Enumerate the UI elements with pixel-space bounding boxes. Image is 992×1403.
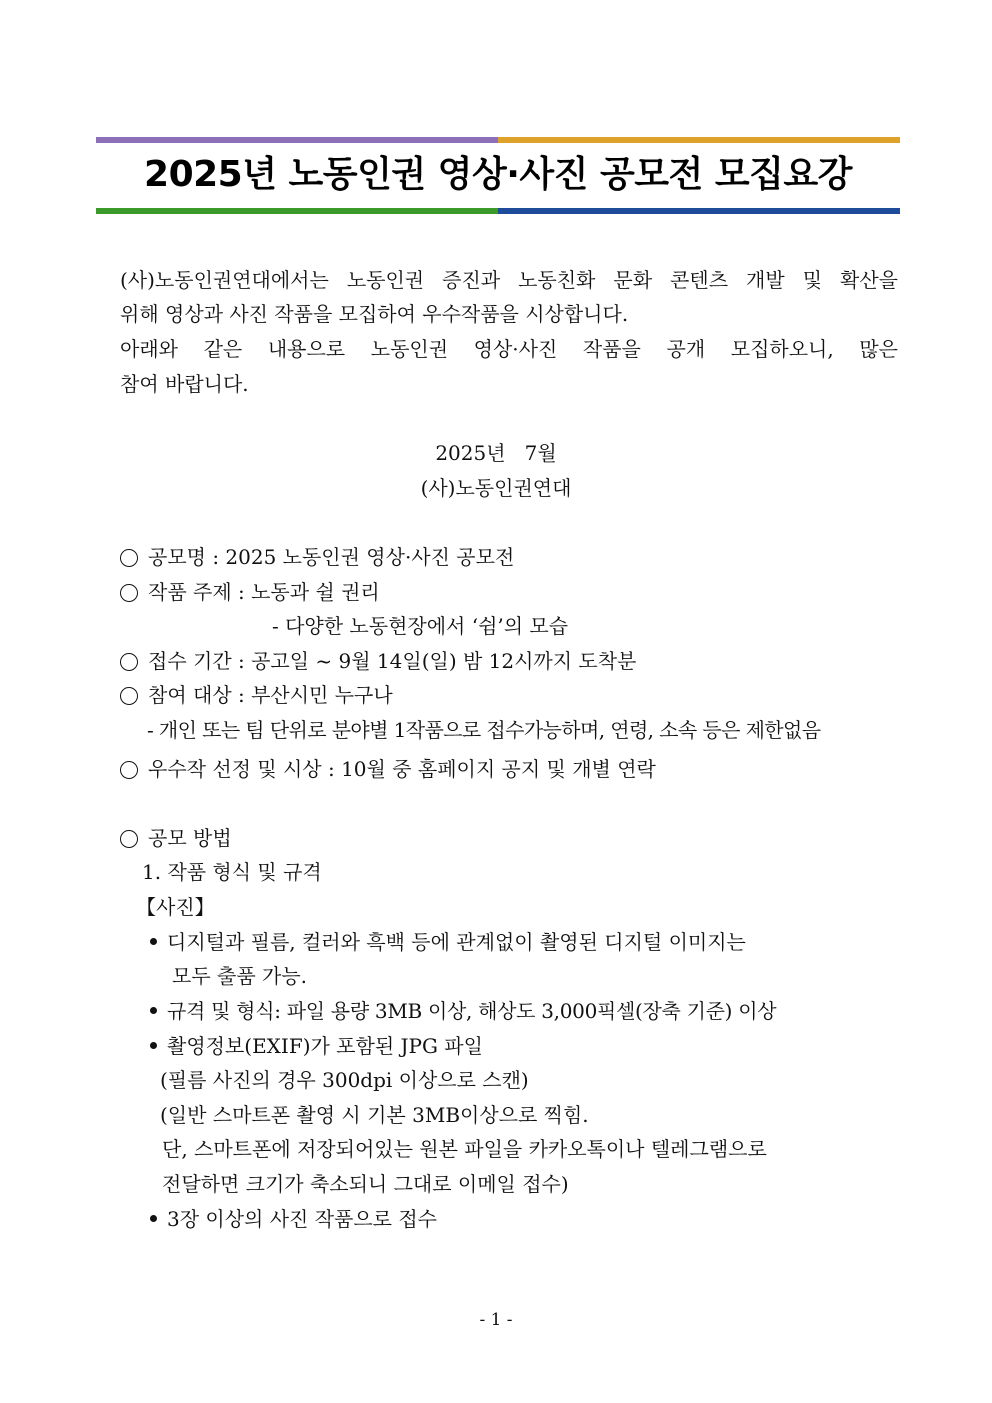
page-title: 2025년 노동인권 영상·사진 공모전 모집요강 [144,154,852,195]
title-bottom-rule-right [498,208,900,214]
intro-line-2: 위해 영상과 사진 작품을 모집하여 우수작품을 시상합니다. [120,302,629,326]
photo-note-4: 전달하면 크기가 축소되니 그대로 이메일 접수) [162,1172,569,1196]
photo-bullet-4-text: 3장 이상의 사진 작품으로 접수 [167,1207,437,1231]
photo-note-2: (일반 스마트폰 촬영 시 기본 3MB이상으로 찍힘. [160,1103,589,1127]
photo-bullet-2-text: 규격 및 형식: 파일 용량 3MB 이상, 해상도 3,000픽셀(장축 기준) 이상 [167,999,777,1023]
photo-section-label: 【사진】 [136,895,215,919]
item-method [120,824,232,852]
photo-note-3: 단, 스마트폰에 저장되어있는 원본 파일을 카카오톡이나 텔레그램으로 [162,1137,767,1161]
photo-bullet-3-text: 촬영정보(EXIF)가 포함된 JPG 파일 [167,1034,483,1058]
item-award-text: 우수작 선정 및 시상 : 10월 중 홈페이지 공지 및 개별 연락 [148,757,656,781]
organization-name: (사)노동인권연대 [420,476,572,500]
item-target-text: 참여 대상 : 부산시민 누구나 [148,683,393,707]
item-theme [120,578,380,606]
circle-bullet-icon [120,584,138,602]
photo-note-1: (필름 사진의 경우 300dpi 이상으로 스캔) [160,1068,529,1092]
item-theme-text: 작품 주제 : 노동과 쉴 권리 [148,580,380,604]
photo-bullet-2 [150,997,776,1025]
title-bottom-rule [96,208,900,214]
title-top-rule-left [96,137,498,143]
circle-bullet-icon [120,761,138,779]
item-period [120,647,636,675]
title-top-rule [96,137,900,143]
photo-bullet-1-text: 디지털과 필름, 컬러와 흑백 등에 관계없이 촬영된 디지털 이미지는 [167,930,746,954]
photo-bullet-1 [150,928,746,956]
notice-date: 2025년 7월 [435,441,557,465]
page-number: - 1 - [479,1310,513,1330]
dot-bullet-icon [150,1007,157,1014]
circle-bullet-icon [120,653,138,671]
title-top-rule-right [498,137,900,143]
method-heading: 1. 작품 형식 및 규격 [142,860,322,884]
item-target-sub: - 개인 또는 팀 단위로 분야별 1작품으로 접수가능하며, 연령, 소속 등은 제한없음 [147,718,821,742]
photo-bullet-3 [150,1032,483,1060]
item-award [120,755,656,783]
photo-bullet-4 [150,1205,437,1233]
item-target [120,681,393,709]
item-contest-name-text: 공모명 : 2025 노동인권 영상·사진 공모전 [148,545,515,569]
item-period-text: 접수 기간 : 공고일 ~ 9월 14일(일) 밤 12시까지 도착분 [148,649,637,673]
dot-bullet-icon [150,938,157,945]
intro-line-4: 참여 바랍니다. [120,372,249,396]
photo-bullet-1-cont: 모두 출품 가능. [172,964,307,988]
circle-bullet-icon [120,687,138,705]
intro-line-1: (사)노동인권연대에서는 노동인권 증진과 노동친화 문화 콘텐츠 개발 및 확산을 [120,268,898,292]
item-theme-sub: - 다양한 노동현장에서 ‘쉼’의 모습 [272,614,569,638]
intro-line-3: 아래와 같은 내용으로 노동인권 영상·사진 작품을 공개 모집하오니, 많은 [120,337,898,361]
circle-bullet-icon [120,830,138,848]
dot-bullet-icon [150,1215,157,1222]
item-method-text: 공모 방법 [148,826,232,850]
circle-bullet-icon [120,549,138,567]
dot-bullet-icon [150,1042,157,1049]
item-contest-name [120,543,514,571]
title-bottom-rule-left [96,208,498,214]
